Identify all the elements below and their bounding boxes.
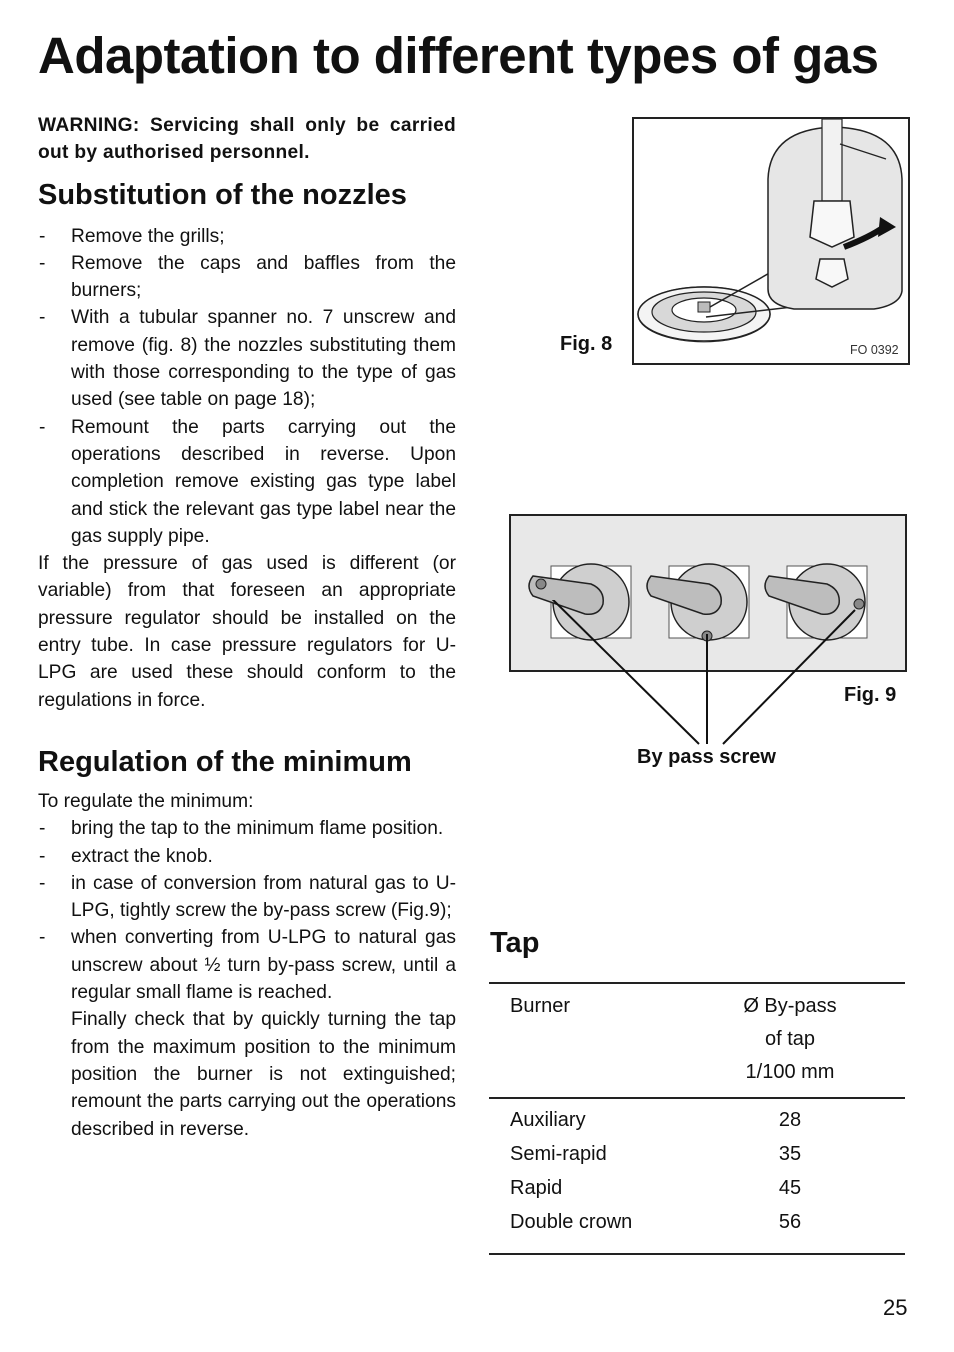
list-item: - Remount the parts carrying out the operations described in reverse. Upon completion remove existing gas type label and stick the relevant gas type label near the gas supply pipe. bbox=[38, 414, 456, 550]
regulation-list bbox=[38, 815, 456, 1006]
pressure-paragraph: If the pressure of gas used is different (or variable) from that foreseen an appropriate pressure regulator should be installed on the entry tube. In case pressure regulators for U-LPG are used these should conform to the regulations in force. bbox=[38, 553, 456, 711]
header-bypass-line: 1/100 mm bbox=[745, 1061, 835, 1083]
table-row bbox=[489, 1137, 905, 1171]
burner-cell: Auxiliary bbox=[510, 1109, 586, 1131]
regulation-heading: Regulation of the minimum bbox=[38, 745, 412, 778]
regulation-continuation: Finally check that by quickly turning the tap from the maximum position to the minimum position the burner is not extinguished; remount the parts carrying out the operations described in reverse. bbox=[71, 1009, 456, 1140]
bypass-cell: 56 bbox=[778, 1211, 802, 1233]
fig8-code: FO 0392 bbox=[850, 343, 899, 357]
bypass-cell: 45 bbox=[778, 1177, 802, 1199]
list-item: - extract the knob. bbox=[38, 843, 456, 870]
bypass-leader-lines bbox=[509, 600, 907, 750]
table-header-row bbox=[489, 983, 905, 1098]
list-item: - Remove the grills; bbox=[38, 223, 456, 250]
fig8-illustration bbox=[632, 117, 910, 365]
substitution-list bbox=[38, 223, 456, 551]
header-bypass-line: Ø By-pass bbox=[743, 995, 837, 1017]
burner-cell: Rapid bbox=[510, 1177, 563, 1199]
left-column bbox=[38, 112, 456, 1143]
list-item: - Remove the caps and baffles from the burners; bbox=[38, 250, 456, 305]
table-row bbox=[489, 1205, 905, 1254]
bypass-screw-label: By pass screw bbox=[637, 746, 776, 768]
header-bypass bbox=[700, 983, 880, 1098]
tap-heading: Tap bbox=[490, 927, 540, 959]
burner-cell: Semi-rapid bbox=[510, 1143, 607, 1165]
page-number: 25 bbox=[883, 1295, 908, 1320]
list-item: - With a tubular spanner no. 7 unscrew and remove (fig. 8) the nozzles substituting them with those corresponding to the type of gas used (see table on page 18); bbox=[38, 304, 456, 413]
list-item: - in case of conversion from natural gas to U-LPG, tightly screw the by-pass screw (Fig.9); bbox=[38, 870, 456, 925]
bypass-cell: 28 bbox=[778, 1109, 802, 1131]
nozzle-spanner-drawing bbox=[634, 119, 908, 363]
bypass-cell: 35 bbox=[778, 1143, 802, 1165]
list-item: - bring the tap to the minimum flame position. bbox=[38, 815, 456, 842]
burner-cell: Double crown bbox=[510, 1211, 633, 1233]
table-row bbox=[489, 1171, 905, 1205]
fig8-label: Fig. 8 bbox=[560, 333, 613, 355]
fig9-label: Fig. 9 bbox=[844, 684, 897, 706]
header-bypass-line: of tap bbox=[764, 1028, 816, 1050]
header-burner: Burner bbox=[489, 983, 700, 1098]
regulation-intro: To regulate the minimum: bbox=[38, 790, 254, 812]
warning-text: WARNING: Servicing shall only be carried out by authorised personnel. bbox=[38, 115, 456, 164]
table-row bbox=[489, 1098, 905, 1137]
list-item: - when converting from U-LPG to natural gas unscrew about ½ turn by-pass screw, until a regular small flame is reached. bbox=[38, 924, 456, 1006]
page-title: Adaptation to different types of gas bbox=[38, 27, 879, 84]
substitution-heading: Substitution of the nozzles bbox=[38, 178, 407, 211]
tap-table bbox=[489, 982, 905, 1255]
